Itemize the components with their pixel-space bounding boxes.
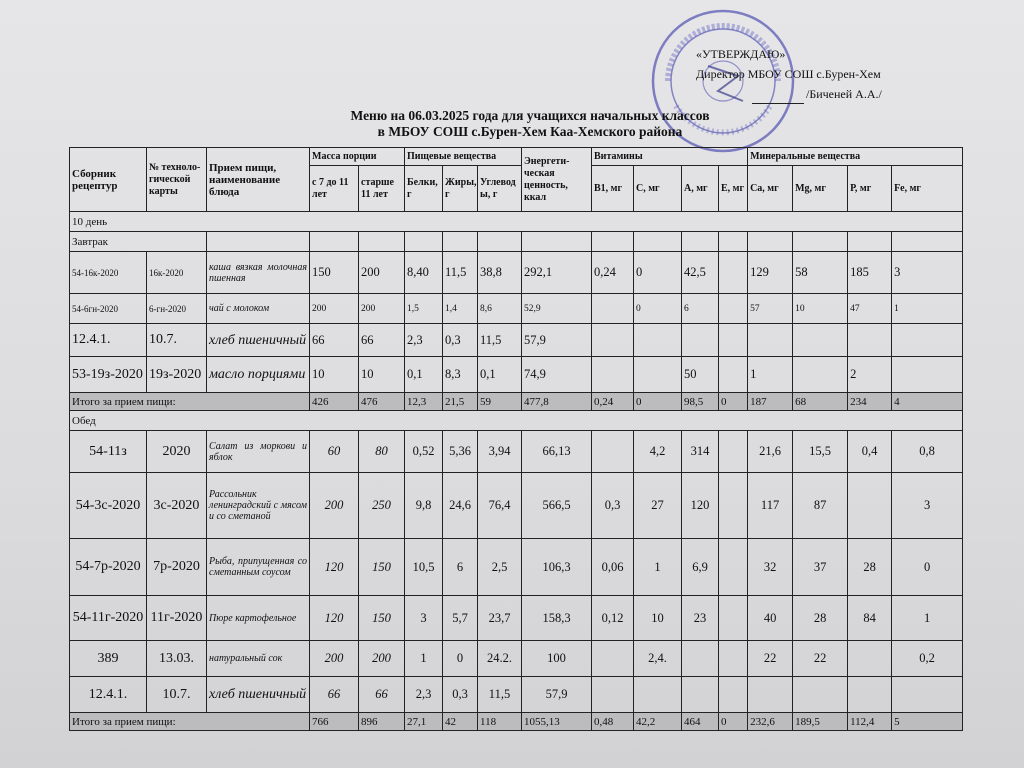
value-cell: 150 [310,252,359,294]
value-cell: 2 [848,357,892,393]
value-cell: 87 [793,473,848,539]
header-age-over-11: старше 11 лет [359,166,405,212]
recipe-collection-cell: 53-19з-2020 [70,357,147,393]
dish-name-cell: Рыба, припущенная со сметанным соусом [207,539,310,596]
value-cell: 66 [310,324,359,357]
value-cell: 1,5 [405,294,443,324]
value-cell [592,294,634,324]
header-carb: Углевод ы, г [478,166,522,212]
value-cell: 120 [310,596,359,641]
menu-title [300,108,760,140]
value-cell: 74,9 [522,357,592,393]
dish-name-cell: Пюре картофельное [207,596,310,641]
signature-line [752,103,804,104]
value-cell: 200 [310,473,359,539]
header-p: Р, мг [848,166,892,212]
title-line-1: Меню на 06.03.2025 года для учащихся начальных классов [350,108,710,123]
value-cell: 158,3 [522,596,592,641]
total-cell: 234 [848,393,892,411]
value-cell: 106,3 [522,539,592,596]
value-cell: 10 [310,357,359,393]
value-cell: 120 [682,473,719,539]
value-cell: 23 [682,596,719,641]
header-protein: Белки, г [405,166,443,212]
total-cell: 12,3 [405,393,443,411]
value-cell: 0,52 [405,431,443,473]
value-cell [719,324,748,357]
total-cell: 0 [719,393,748,411]
value-cell [719,677,748,713]
total-cell: 464 [682,713,719,731]
value-cell: 314 [682,431,719,473]
recipe-collection-cell: 54-7р-2020 [70,539,147,596]
total-cell: 477,8 [522,393,592,411]
value-cell [682,641,719,677]
value-cell [748,677,793,713]
value-cell: 27 [634,473,682,539]
value-cell: 1 [892,596,963,641]
value-cell: 1 [748,357,793,393]
value-cell [634,324,682,357]
value-cell: 150 [359,596,405,641]
value-cell: 0 [634,252,682,294]
total-cell: 59 [478,393,522,411]
header-tech-card: № техноло-гической карты [147,148,207,212]
header-meal: Прием пищи, наименование блюда [207,148,310,212]
value-cell [793,677,848,713]
header-ca: Са, мг [748,166,793,212]
value-cell: 21,6 [748,431,793,473]
value-cell [592,357,634,393]
value-cell [848,641,892,677]
value-cell: 52,9 [522,294,592,324]
value-cell: 66,13 [522,431,592,473]
value-cell: 1 [634,539,682,596]
value-cell: 60 [310,431,359,473]
value-cell: 1 [405,641,443,677]
tech-card-cell: 19з-2020 [147,357,207,393]
value-cell [634,677,682,713]
value-cell: 3 [892,252,963,294]
table-row [70,324,963,357]
value-cell: 11,5 [478,324,522,357]
value-cell [848,473,892,539]
value-cell: 200 [359,294,405,324]
value-cell: 6 [443,539,478,596]
value-cell: 0,3 [592,473,634,539]
table-row [70,252,963,294]
section-lunch: Обед [70,411,963,431]
total-cell: 0 [634,393,682,411]
value-cell: 58 [793,252,848,294]
header-minerals: Минеральные вещества [748,148,963,166]
dish-name-cell: чай с молоком [207,294,310,324]
value-cell: 1 [892,294,963,324]
dish-name-cell: Салат из моркови и яблок [207,431,310,473]
total-cell: 0,24 [592,393,634,411]
value-cell: 150 [359,539,405,596]
recipe-collection-cell: 54-11з [70,431,147,473]
value-cell: 11,5 [443,252,478,294]
value-cell: 3 [405,596,443,641]
value-cell: 0,1 [405,357,443,393]
recipe-collection-cell: 54-6гн-2020 [70,294,147,324]
tech-card-cell: 7р-2020 [147,539,207,596]
value-cell: 5,36 [443,431,478,473]
value-cell: 6,9 [682,539,719,596]
value-cell: 4,2 [634,431,682,473]
value-cell: 28 [793,596,848,641]
value-cell: 200 [359,641,405,677]
total-cell: 0,48 [592,713,634,731]
recipe-collection-cell: 54-11г-2020 [70,596,147,641]
value-cell: 66 [310,677,359,713]
total-cell: 4 [892,393,963,411]
table-row [70,473,963,539]
value-cell: 250 [359,473,405,539]
value-cell: 80 [359,431,405,473]
value-cell: 47 [848,294,892,324]
value-cell: 200 [310,641,359,677]
recipe-collection-cell: 54-16к-2020 [70,252,147,294]
value-cell: 40 [748,596,793,641]
day-label: 10 день [70,212,963,232]
value-cell: 6 [682,294,719,324]
lunch-total-row [70,713,963,731]
header-b1: В1, мг [592,166,634,212]
value-cell [592,677,634,713]
value-cell: 9,8 [405,473,443,539]
value-cell [682,324,719,357]
value-cell: 5,7 [443,596,478,641]
recipe-collection-cell: 12.4.1. [70,324,147,357]
value-cell: 10 [793,294,848,324]
header-vitamins: Витамины [592,148,748,166]
value-cell: 57,9 [522,677,592,713]
approval-signatory: /Биченей А.А./ [806,87,882,101]
header-c: С, мг [634,166,682,212]
value-cell: 50 [682,357,719,393]
value-cell: 15,5 [793,431,848,473]
value-cell [719,641,748,677]
header-fe: Fe, мг [892,166,963,212]
value-cell [592,641,634,677]
value-cell [719,252,748,294]
total-cell: 42 [443,713,478,731]
value-cell [892,357,963,393]
value-cell [719,357,748,393]
tech-card-cell: 11г-2020 [147,596,207,641]
dish-name-cell: хлеб пшеничный [207,677,310,713]
header-portion: Масса порции [310,148,405,166]
tech-card-cell: 16к-2020 [147,252,207,294]
value-cell [793,324,848,357]
total-label: Итого за прием пищи: [70,713,310,731]
value-cell: 0,24 [592,252,634,294]
value-cell: 0,1 [478,357,522,393]
value-cell [748,324,793,357]
value-cell: 566,5 [522,473,592,539]
total-cell: 98,5 [682,393,719,411]
tech-card-cell: 3с-2020 [147,473,207,539]
recipe-collection-cell: 389 [70,641,147,677]
table-row [70,596,963,641]
value-cell: 66 [359,677,405,713]
approval-heading: «УТВЕРЖДАЮ» [696,47,786,61]
table-row [70,539,963,596]
value-cell [682,677,719,713]
total-cell: 27,1 [405,713,443,731]
value-cell: 10 [634,596,682,641]
value-cell: 2,3 [405,324,443,357]
value-cell [848,324,892,357]
approval-signature [752,84,882,104]
value-cell: 2,4. [634,641,682,677]
value-cell: 0,12 [592,596,634,641]
value-cell [634,357,682,393]
value-cell: 0,3 [443,324,478,357]
value-cell: 66 [359,324,405,357]
value-cell: 8,6 [478,294,522,324]
value-cell: 22 [748,641,793,677]
tech-card-cell: 10.7. [147,324,207,357]
header-energy: Энергети-ческая ценность, ккал [522,148,592,212]
total-cell: 0 [719,713,748,731]
value-cell: 8,3 [443,357,478,393]
total-cell: 118 [478,713,522,731]
table-row [70,294,963,324]
value-cell: 120 [310,539,359,596]
value-cell [719,294,748,324]
header-mg: Mg, мг [793,166,848,212]
value-cell: 42,5 [682,252,719,294]
header-nutrients: Пищевые вещества [405,148,522,166]
value-cell: 100 [522,641,592,677]
total-cell: 1055,13 [522,713,592,731]
value-cell [719,431,748,473]
total-cell: 21,5 [443,393,478,411]
value-cell [719,539,748,596]
total-label: Итого за прием пищи: [70,393,310,411]
tech-card-cell: 2020 [147,431,207,473]
value-cell: 23,7 [478,596,522,641]
total-cell: 112,4 [848,713,892,731]
value-cell: 22 [793,641,848,677]
menu-table [69,147,963,731]
value-cell: 2,5 [478,539,522,596]
tech-card-cell: 6-гн-2020 [147,294,207,324]
value-cell: 24,6 [443,473,478,539]
value-cell: 1,4 [443,294,478,324]
value-cell [848,677,892,713]
value-cell: 32 [748,539,793,596]
value-cell [793,357,848,393]
value-cell: 185 [848,252,892,294]
value-cell: 10,5 [405,539,443,596]
header-e: Е, мг [719,166,748,212]
total-cell: 766 [310,713,359,731]
value-cell: 28 [848,539,892,596]
recipe-collection-cell: 54-3с-2020 [70,473,147,539]
value-cell: 0 [634,294,682,324]
recipe-collection-cell: 12.4.1. [70,677,147,713]
total-cell: 426 [310,393,359,411]
table-row [70,357,963,393]
approval-position: Директор МБОУ СОШ с.Бурен-Хем [696,67,881,81]
dish-name-cell: каша вязкая молочная пшенная [207,252,310,294]
total-cell: 189,5 [793,713,848,731]
value-cell: 0,06 [592,539,634,596]
value-cell: 10 [359,357,405,393]
value-cell: 57 [748,294,793,324]
value-cell: 3,94 [478,431,522,473]
total-cell: 42,2 [634,713,682,731]
value-cell: 0,2 [892,641,963,677]
header-a: А, мг [682,166,719,212]
value-cell: 200 [310,294,359,324]
value-cell [719,473,748,539]
total-cell: 476 [359,393,405,411]
value-cell: 37 [793,539,848,596]
total-cell: 232,6 [748,713,793,731]
tech-card-cell: 13.03. [147,641,207,677]
value-cell: 117 [748,473,793,539]
value-cell: 2,3 [405,677,443,713]
header-fat: Жиры, г [443,166,478,212]
header-age-7-11: с 7 до 11 лет [310,166,359,212]
value-cell [892,324,963,357]
total-cell: 187 [748,393,793,411]
value-cell: 129 [748,252,793,294]
dish-name-cell: Рассольник ленинградский с мясом и со сметаной [207,473,310,539]
value-cell: 0,8 [892,431,963,473]
tech-card-cell: 10.7. [147,677,207,713]
value-cell: 11,5 [478,677,522,713]
value-cell [719,596,748,641]
value-cell: 76,4 [478,473,522,539]
value-cell: 0 [892,539,963,596]
approval-block [696,44,882,104]
dish-name-cell: хлеб пшеничный [207,324,310,357]
value-cell: 38,8 [478,252,522,294]
value-cell: 200 [359,252,405,294]
value-cell [892,677,963,713]
total-cell: 896 [359,713,405,731]
table-row [70,641,963,677]
dish-name-cell: натуральный сок [207,641,310,677]
value-cell: 0 [443,641,478,677]
breakfast-rows [70,252,963,393]
value-cell: 57,9 [522,324,592,357]
header-collection: Сборник рецептур [70,148,147,212]
value-cell: 292,1 [522,252,592,294]
dish-name-cell: масло порциями [207,357,310,393]
value-cell: 84 [848,596,892,641]
table-row [70,677,963,713]
lunch-rows [70,431,963,713]
value-cell: 3 [892,473,963,539]
value-cell: 8,40 [405,252,443,294]
title-line-2: в МБОУ СОШ с.Бурен-Хем Каа-Хемского района [377,124,683,139]
value-cell [592,324,634,357]
total-cell: 5 [892,713,963,731]
value-cell [592,431,634,473]
section-breakfast: Завтрак [70,232,207,252]
table-row [70,431,963,473]
breakfast-total-row [70,393,963,411]
value-cell: 0,4 [848,431,892,473]
value-cell: 24.2. [478,641,522,677]
total-cell: 68 [793,393,848,411]
value-cell: 0,3 [443,677,478,713]
